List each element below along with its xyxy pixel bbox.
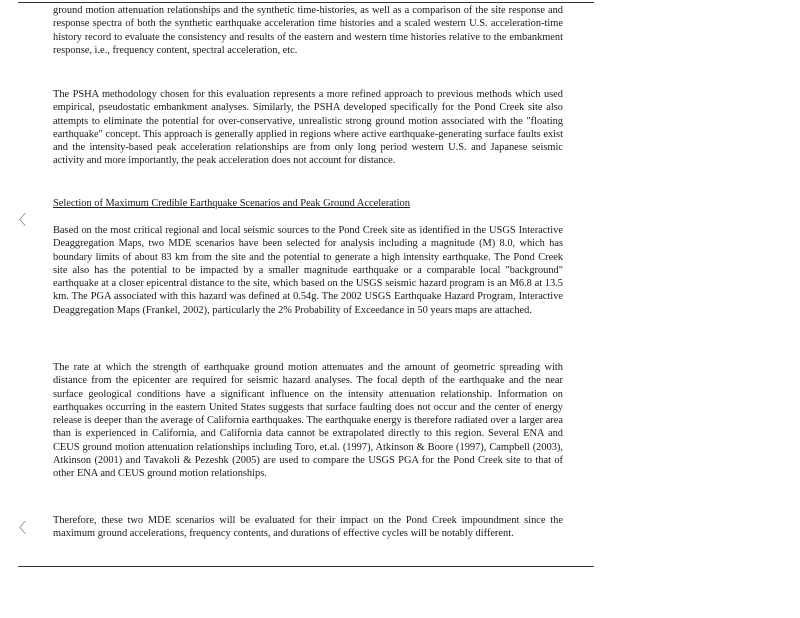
paragraph-1: ground motion attenuation relationships and the synthetic time-histories, as well as a comparison of the site response and response spectra of both the synthetic earthquake acceleration time histories and a scaled western U.S. acceleration-time history record to evaluate the consistency and results of the eastern and western time histories relative to the embankment response, i.e., frequency content, spectral acceleration, etc. (53, 5, 563, 56)
top-rule (18, 2, 594, 3)
bottom-rule (18, 566, 594, 567)
section-heading: Selection of Maximum Credible Earthquake Scenarios and Peak Ground Acceleration (53, 198, 410, 209)
paragraph-5: Therefore, these two MDE scenarios will be evaluated for their impact on the Pond Creek impoundment since the maximum ground accelerations, frequency contents, and durations of effective cycles will be notably different. (53, 515, 563, 540)
paragraph-2: The PSHA methodology chosen for this evaluation represents a more refined approach to previous methods which used empirical, pseudostatic embankment analyses. Similarly, the PSHA developed specifically for the Pond Creek site also attempts to eliminate the potential for over-conservative, unrealistic strong ground motion associated with the "floating earthquake" concept. This approach is generally applied in regions where active earthquake-generating surface faults exist and the intensity-based peak acceleration relationships are from only long period western U.S. and Japanese seismic activity and more importantly, the peak acceleration does not account for distance. (53, 89, 563, 167)
margin-bracket-mark: 〈 (12, 213, 26, 229)
paragraph-3: Based on the most critical regional and local seismic sources to the Pond Creek site as identified in the USGS Interactive Deaggregation Maps, two MDE scenarios have been selected for analysis including a magnitude (M) 8.0, which has boundary limits of about 83 km from the site and the potential to generate a high intensity earthquake. The Pond Creek site also has the potential to be impacted by a smaller magnitude earthquake or a comparable local "background" earthquake at a closer epicentral distance to the site, which based on the USGS seismic hazard program is an M6.8 at 13.5 km. The PGA associated with this hazard was defined at 0.54g. The 2002 USGS Earthquake Hazard Program, Interactive Deaggregation Maps (Frankel, 2002), particularly the 2% Probability of Exceedance in 50 years maps are attached. (53, 225, 563, 316)
margin-bracket-mark: 〈 (12, 521, 26, 537)
paragraph-4: The rate at which the strength of earthquake ground motion attenuates and the amount of geometric spreading with distance from the epicenter are required for seismic hazard analyses. The focal depth of the earthquake and the near surface geological conditions have a significant influence on the intensity attenuation relationship. Information on earthquakes occurring in the eastern United States suggests that surface faulting does not occur and the center of energy release is deeper than the average of California earthquakes. The earthquake energy is therefore radiated over a larger area than is experienced in California, and California data cannot be extrapolated directly to this region. Several ENA and CEUS ground motion attenuation relationships including Toro, et.al. (1997), Atkinson & Boore (1997), Campbell (2003), Atkinson (2001) and Tavakoli & Pezeshk (2005) are used to compare the USGS PGA for the Pond Creek site to that of other ENA and CEUS ground motion relationships. (53, 362, 563, 480)
